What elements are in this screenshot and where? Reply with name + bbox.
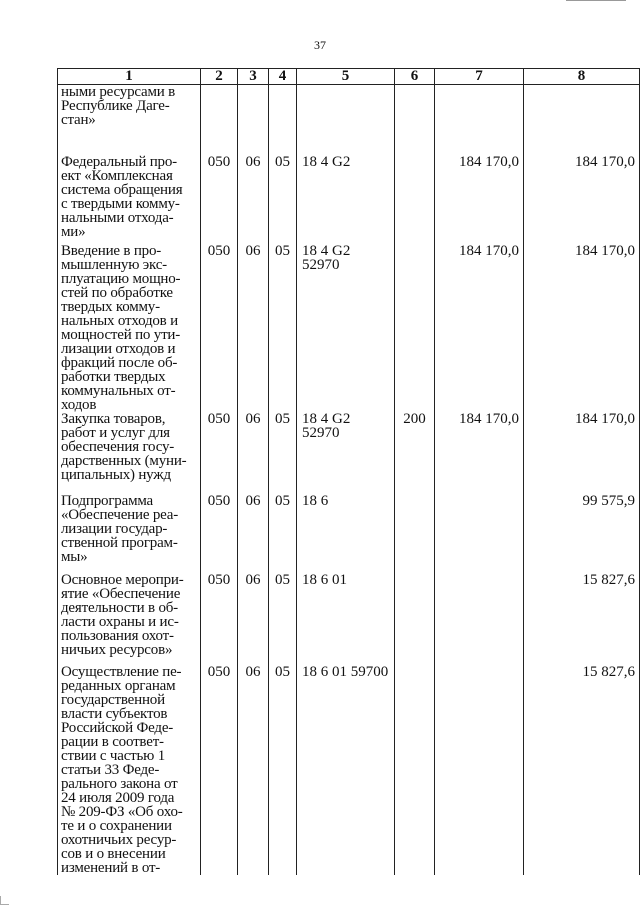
table-row [58, 412, 640, 494]
cell-amount-7 [435, 85, 524, 155]
table-row [58, 155, 640, 244]
cell-ministry: 050 [201, 155, 238, 244]
cell-subsection: 05 [269, 155, 297, 244]
cell-ministry: 050 [201, 412, 238, 494]
cell-ministry: 050 [201, 494, 238, 573]
col-header-8: 8 [524, 69, 640, 85]
budget-table [57, 68, 640, 875]
cell-section: 06 [238, 155, 269, 244]
row-name: Федеральный про- ект «Комплексная система обращения с твердыми комму- нальными отхода- ми» [58, 155, 201, 244]
cell-amount-8: 184 170,0 [524, 412, 640, 494]
cell-ministry: 050 [201, 244, 238, 412]
cell-amount-8: 15 827,6 [524, 573, 640, 665]
cell-subsection: 05 [269, 665, 297, 875]
cell-ministry [201, 85, 238, 155]
cell-section: 06 [238, 573, 269, 665]
cell-expense-type [395, 665, 435, 875]
cell-section: 06 [238, 665, 269, 875]
cell-expense-type [395, 85, 435, 155]
table-row [58, 85, 640, 155]
cell-target-code: 18 4 G2 52970 [297, 412, 395, 494]
cell-amount-7: 184 170,0 [435, 155, 524, 244]
cell-section [238, 85, 269, 155]
table-row [58, 573, 640, 665]
cell-target-code: 18 6 01 [297, 573, 395, 665]
col-header-4: 4 [269, 69, 297, 85]
table-row [58, 244, 640, 412]
cell-ministry: 050 [201, 573, 238, 665]
cell-ministry: 050 [201, 665, 238, 875]
col-header-2: 2 [201, 69, 238, 85]
col-header-7: 7 [435, 69, 524, 85]
cell-expense-type [395, 244, 435, 412]
col-header-1: 1 [58, 69, 201, 85]
row-name: ными ресурсами в Республике Даге- стан» [58, 85, 201, 155]
header-row [58, 69, 640, 85]
cell-expense-type [395, 494, 435, 573]
scan-corner-mark [0, 896, 9, 905]
cell-amount-7 [435, 573, 524, 665]
table-row [58, 665, 640, 875]
col-header-3: 3 [238, 69, 269, 85]
top-edge-rule [566, 0, 626, 1]
cell-amount-8 [524, 85, 640, 155]
cell-target-code: 18 6 [297, 494, 395, 573]
col-header-6: 6 [395, 69, 435, 85]
cell-amount-8: 99 575,9 [524, 494, 640, 573]
cell-amount-7: 184 170,0 [435, 412, 524, 494]
table-row [58, 494, 640, 573]
cell-section: 06 [238, 412, 269, 494]
cell-target-code: 18 6 01 59700 [297, 665, 395, 875]
row-name: Основное меропри- ятие «Обеспечение деятельности в об- ласти охраны и ис- пользования охот- ничьих ресурсов» [58, 573, 201, 665]
row-name: Введение в про- мышленную экс- плуатацию мощно- стей по обработке твердых комму- нальных отходов и мощностей по ути- лизации отходов и фракций после об- работки твердых коммунальных от- ходов [58, 244, 201, 412]
row-name: Подпрограмма «Обеспечение реа- лизации государ- ственной програм- мы» [58, 494, 201, 573]
cell-amount-8: 15 827,6 [524, 665, 640, 875]
cell-section: 06 [238, 494, 269, 573]
cell-amount-7: 184 170,0 [435, 244, 524, 412]
cell-target-code: 18 4 G2 52970 [297, 244, 395, 412]
cell-amount-8: 184 170,0 [524, 244, 640, 412]
cell-subsection: 05 [269, 573, 297, 665]
cell-section: 06 [238, 244, 269, 412]
cell-expense-type: 200 [395, 412, 435, 494]
cell-amount-7 [435, 494, 524, 573]
cell-target-code [297, 85, 395, 155]
cell-subsection [269, 85, 297, 155]
col-header-5: 5 [297, 69, 395, 85]
cell-subsection: 05 [269, 244, 297, 412]
cell-amount-8: 184 170,0 [524, 155, 640, 244]
row-name: Закупка товаров, работ и услуг для обеспечения госу- дарственных (муни- ципальных) нужд [58, 412, 201, 494]
page-number: 37 [314, 38, 326, 52]
cell-subsection: 05 [269, 494, 297, 573]
cell-expense-type [395, 155, 435, 244]
cell-expense-type [395, 573, 435, 665]
cell-target-code: 18 4 G2 [297, 155, 395, 244]
cell-subsection: 05 [269, 412, 297, 494]
cell-amount-7 [435, 665, 524, 875]
row-name: Осуществление пе- реданных органам государственной власти субъектов Российской Феде- рации в соответ- ствии с частью 1 статьи 33 Феде- рального закона от 24 июля 2009 года № 209-ФЗ «Об охо- те и о сохранении охотничьих ресур- сов и о внесении изменений в от- [58, 665, 201, 875]
